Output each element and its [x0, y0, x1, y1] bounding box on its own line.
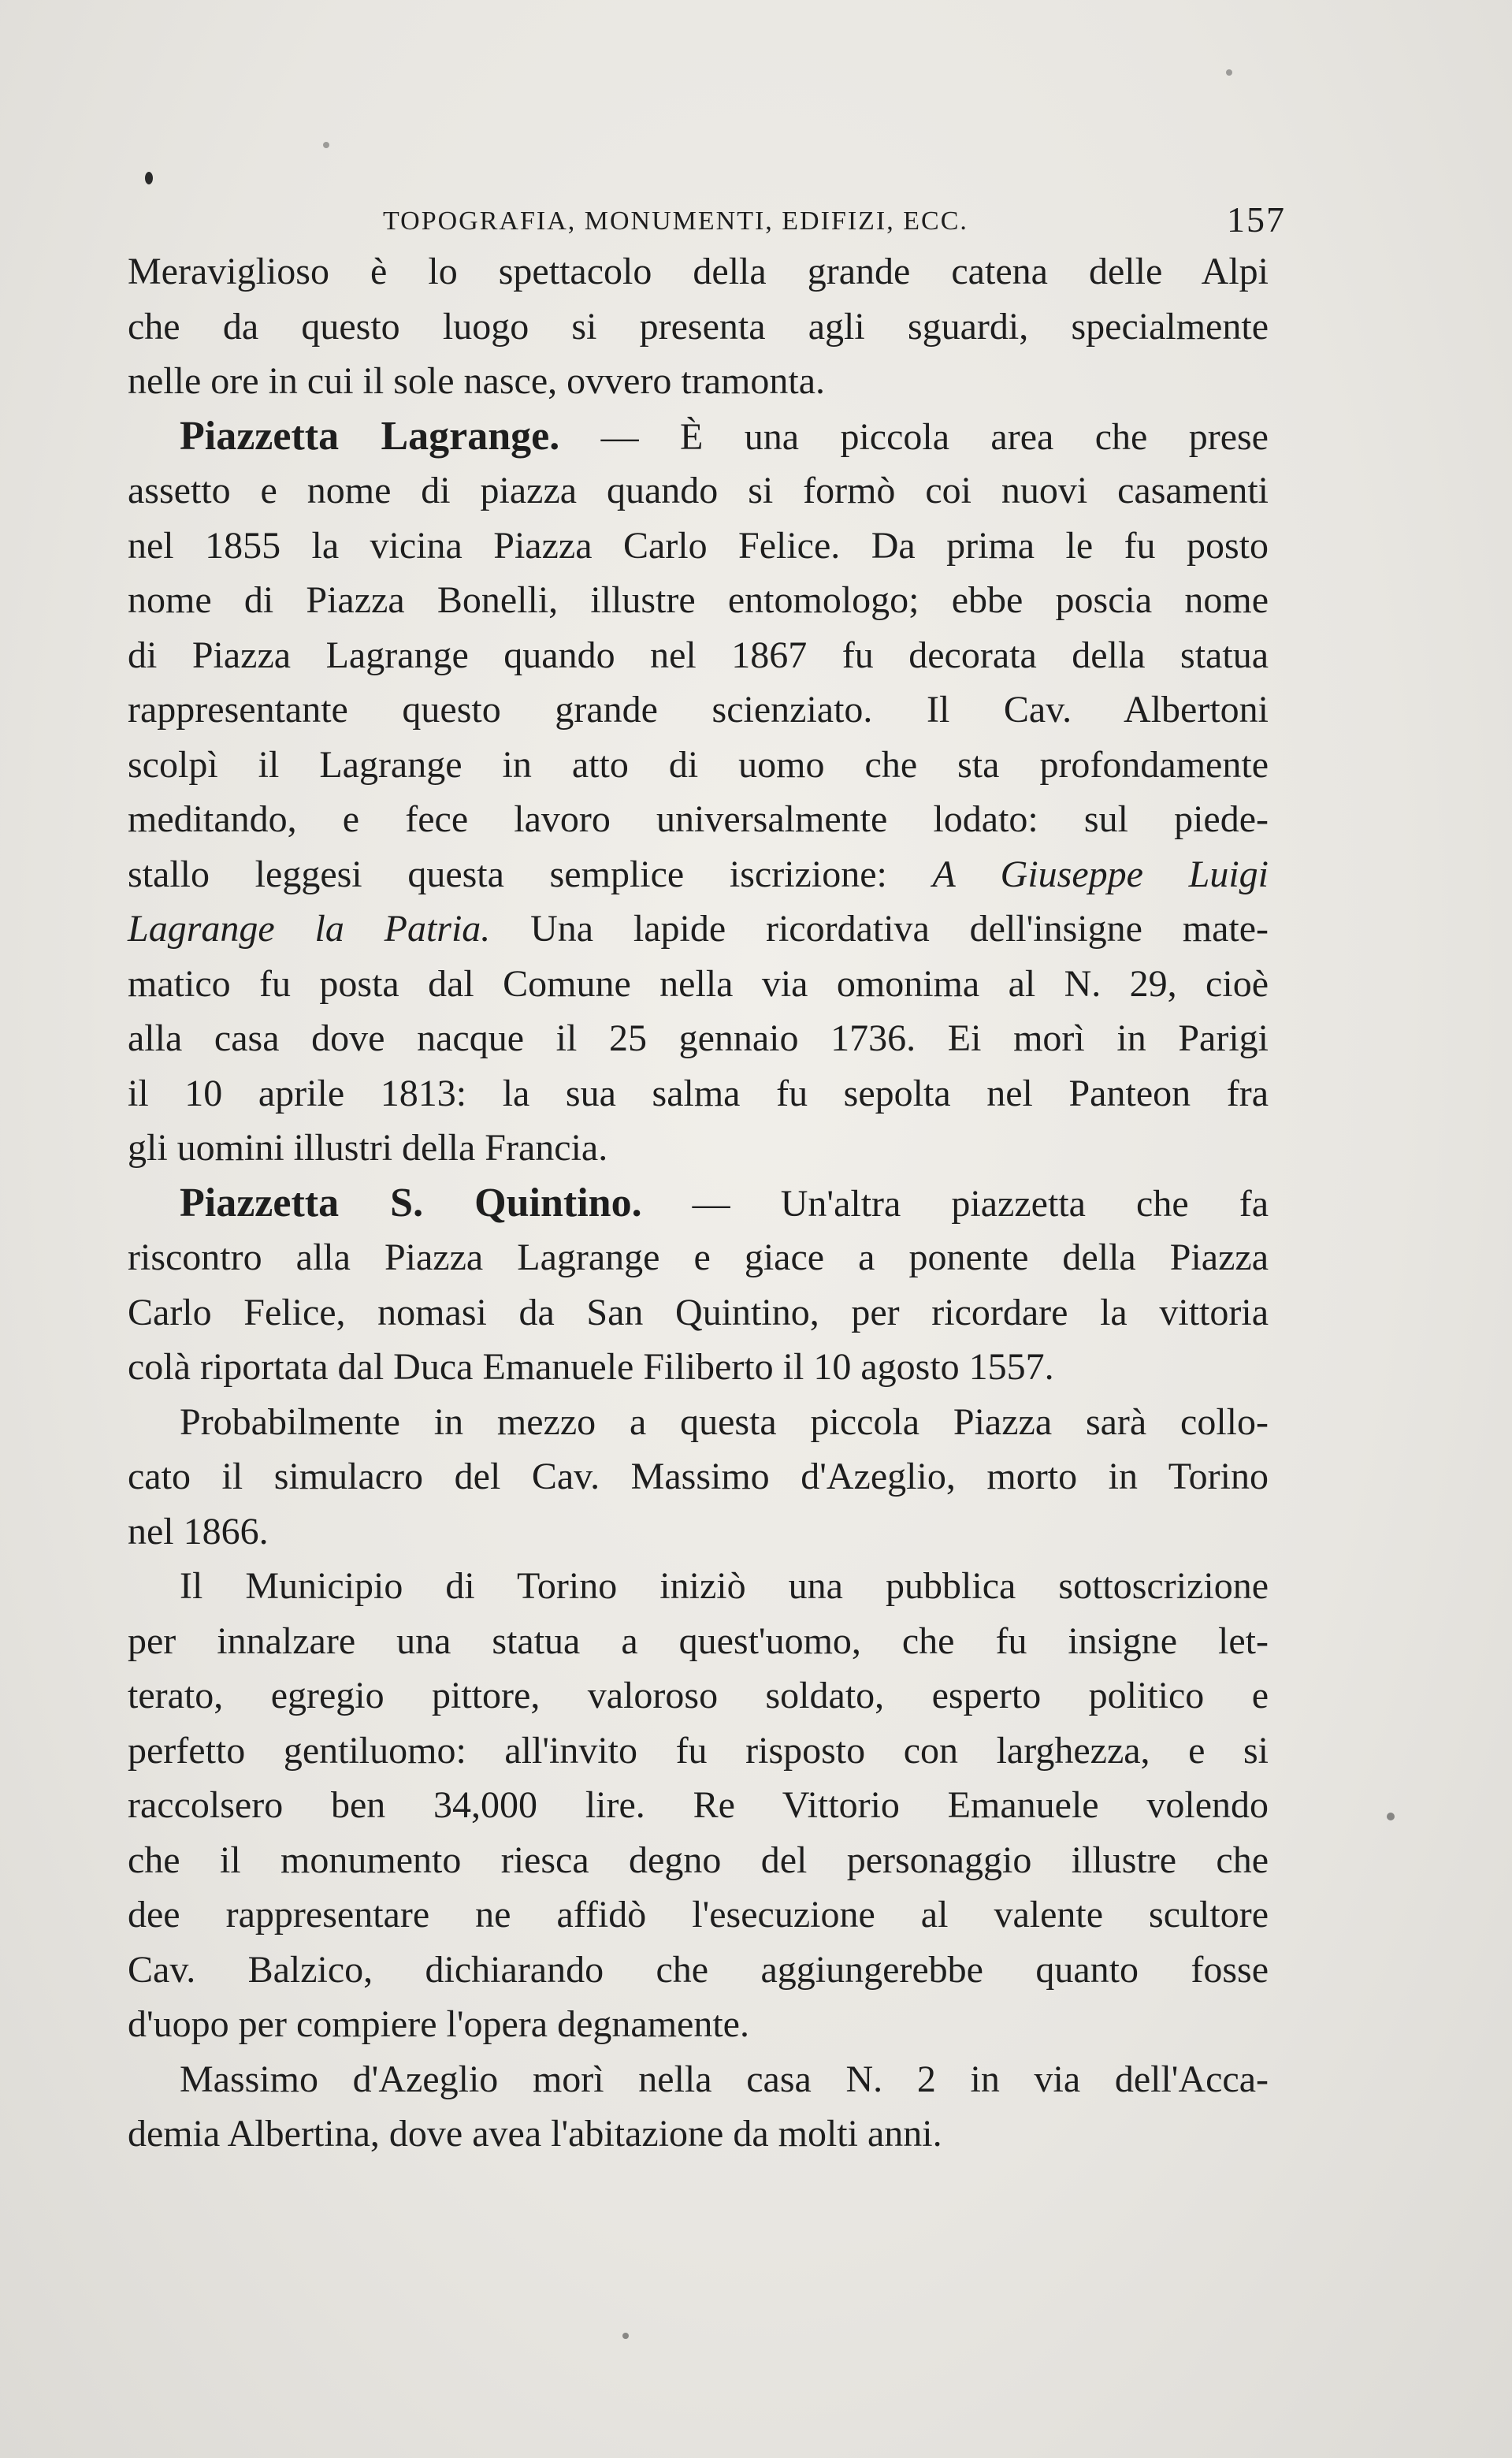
line-text: demia Albertina, dove avea l'abitazione da molti anni.: [128, 2113, 942, 2155]
text-line: [128, 1724, 1269, 1779]
line-text: per innalzare una statua a quest'uomo, che fu insigne let-: [128, 1619, 1269, 1662]
text-line: [128, 244, 1269, 299]
text-line: [128, 1668, 1269, 1724]
line-text: nel 1866.: [128, 1510, 269, 1553]
line-text: Cav. Balzico, dichiarando che aggiungerebbe quanto fosse: [128, 1948, 1269, 1991]
line-text: assetto e nome di piazza quando si formò coi nuovi casamenti: [128, 470, 1269, 511]
line-text: raccolsero ben 34,000 lire. Re Vittorio Emanuele volendo: [128, 1784, 1269, 1826]
line-text: che il monumento riesca degno del personaggio illustre che: [128, 1839, 1269, 1881]
line-text: di Piazza Lagrange quando nel 1867 fu decorata della statua: [128, 634, 1269, 676]
line-text: dee rappresentare ne affidò l'esecuzione al valente scultore: [128, 1894, 1269, 1936]
line-text: cato il simulacro del Cav. Massimo d'Azeglio, morto in Torino: [128, 1456, 1269, 1497]
text-line: [128, 902, 1269, 957]
text-line: [128, 738, 1269, 793]
text-line: [128, 1285, 1269, 1341]
text-line: [128, 1340, 1269, 1395]
text-line: [128, 1778, 1269, 1833]
page-header: [383, 199, 1286, 246]
line-text: alla casa dove nacque il 25 gennaio 1736. Ei morì in Parigi: [128, 1017, 1269, 1059]
text-line: [128, 409, 1269, 464]
text-line: [128, 1997, 1269, 2052]
text-line: [128, 682, 1269, 738]
section-heading: Piazzetta S. Quintino.: [180, 1180, 642, 1225]
line-text: rappresentante questo grande scienziato. Il Cav. Albertoni: [128, 689, 1269, 731]
line-text: gli uomini illustri della Francia.: [128, 1127, 608, 1169]
line-text: Una lapide ricordativa dell'insigne mate-: [490, 908, 1269, 950]
line-text: scolpì il Lagrange in atto di uomo che sta profondamente: [128, 743, 1269, 786]
text-line: [128, 2052, 1269, 2107]
ink-speck: [1226, 69, 1232, 76]
text-line: [128, 2107, 1269, 2162]
line-text: Meraviglioso è lo spettacolo della grande catena delle Alpi: [128, 251, 1269, 292]
line-text: — Un'altra piazzetta che fa: [641, 1182, 1269, 1225]
text-line: [128, 792, 1269, 847]
text-line: [128, 957, 1269, 1012]
text-line: [128, 1614, 1269, 1669]
text-line: [128, 1504, 1269, 1560]
line-text: terato, egregio pittore, valoroso soldato, esperto politico e: [128, 1675, 1269, 1716]
text-line: [128, 1121, 1269, 1176]
line-text: Il Municipio di Torino iniziò una pubblica sottoscrizione: [180, 1565, 1269, 1607]
line-text: Probabilmente in mezzo a questa piccola Piazza sarà collo-: [180, 1400, 1269, 1443]
text-line: [128, 573, 1269, 628]
italic-text: Lagrange la Patria.: [128, 908, 491, 950]
running-head: TOPOGRAFIA, MONUMENTI, EDIFIZI, ECC.: [383, 206, 968, 236]
line-text: d'uopo per compiere l'opera degnamente.: [128, 2003, 749, 2045]
body-text: [128, 244, 1269, 2162]
ink-speck: [1387, 1813, 1395, 1820]
text-line: [128, 354, 1269, 409]
line-text: Massimo d'Azeglio morì nella casa N. 2 in via dell'Acca-: [180, 2058, 1269, 2100]
text-line: [128, 299, 1269, 355]
ink-speck: [323, 142, 329, 148]
page-number: 157: [1227, 199, 1286, 240]
text-line: [128, 1395, 1269, 1450]
text-line: [128, 1943, 1269, 1998]
line-text: che da questo luogo si presenta agli sguardi, specialmente: [128, 305, 1269, 348]
line-text: riscontro alla Piazza Lagrange e giace a ponente della Piazza: [128, 1236, 1269, 1278]
text-line: [128, 1066, 1269, 1121]
text-line: [128, 1559, 1269, 1614]
line-text: colà riportata dal Duca Emanuele Filiberto il 10 agosto 1557.: [128, 1346, 1054, 1388]
section-heading: Piazzetta Lagrange.: [180, 413, 560, 459]
line-text: nome di Piazza Bonelli, illustre entomologo; ebbe poscia nome: [128, 579, 1269, 621]
text-line: [128, 463, 1269, 519]
line-text: — È una piccola area che prese: [559, 415, 1269, 458]
text-line: [128, 519, 1269, 574]
text-line: [128, 1449, 1269, 1504]
ink-speck: [145, 172, 153, 184]
line-text: meditando, e fece lavoro universalmente lodato: sul piede-: [128, 798, 1269, 840]
text-line: [128, 1833, 1269, 1888]
text-line: [128, 1230, 1269, 1285]
text-line: [128, 1011, 1269, 1066]
line-text: nel 1855 la vicina Piazza Carlo Felice. Da prima le fu posto: [128, 524, 1269, 567]
text-line: [128, 628, 1269, 683]
text-line: [128, 1887, 1269, 1943]
line-text: il 10 aprile 1813: la sua salma fu sepolta nel Panteon fra: [128, 1072, 1269, 1114]
text-line: [128, 847, 1269, 902]
ink-speck: [622, 2333, 629, 2339]
line-text: Carlo Felice, nomasi da San Quintino, per ricordare la vittoria: [128, 1291, 1269, 1333]
line-text: stallo leggesi questa semplice iscrizione:: [128, 853, 933, 895]
line-text: matico fu posta dal Comune nella via omonima al N. 29, cioè: [128, 962, 1269, 1005]
line-text: perfetto gentiluomo: all'invito fu risposto con larghezza, e si: [128, 1729, 1269, 1772]
line-text: nelle ore in cui il sole nasce, ovvero tramonta.: [128, 360, 826, 402]
italic-text: A Giuseppe Luigi: [932, 853, 1269, 895]
text-line: [128, 1176, 1269, 1231]
